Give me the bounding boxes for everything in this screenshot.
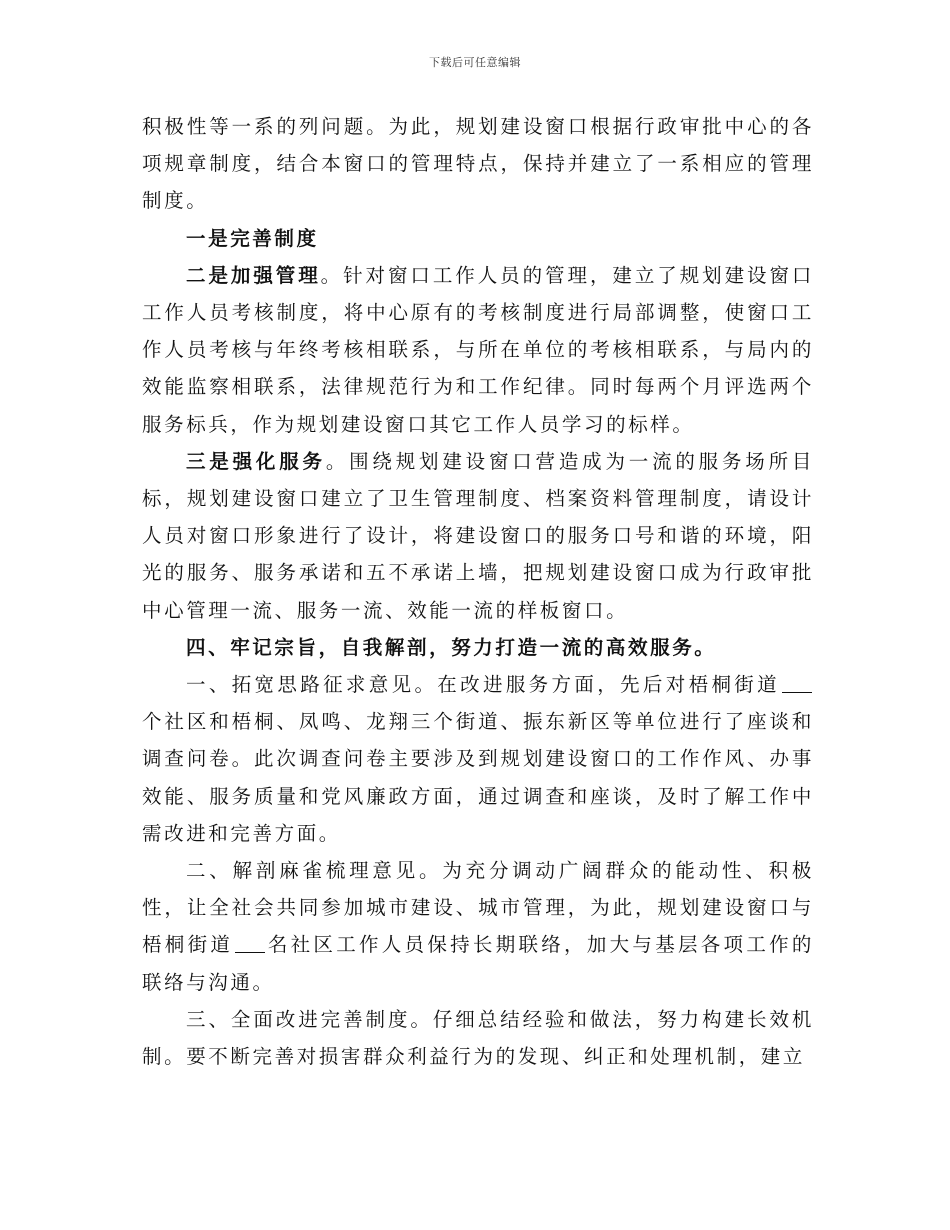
paragraph-strengthen-management: [142, 257, 814, 443]
paragraph-text: 名社区工作人员保持长期联络，加大与基层各项工作的联络与沟通。: [142, 933, 815, 994]
fill-in-blank: [782, 674, 812, 693]
paragraph-lead: 三是强化服务: [186, 449, 326, 473]
section-heading-four: 四、牢记宗旨，自我解剖，努力打造一流的高效服务。: [186, 635, 717, 659]
paragraph-lead: 二是加强管理: [186, 263, 321, 287]
paragraph-text: 二、解剖麻雀梳理意见。为充分调动广阔群众的能动性、积极性，让全社会共同参加城市建设、城市管理，为此，规划建设窗口与梧桐街道: [142, 859, 814, 957]
paragraph-text: 。围绕规划建设窗口营造成为一流的服务场所目标，规划建设窗口建立了卫生管理制度、档案资料管理制度，请设计人员对窗口形象进行了设计，将建设窗口的服务口号和谐的环境，阳光的服务、服务承诺和五不承诺上墙，把规划建设窗口成为行政审批中心管理一流、服务一流、效能一流的样板窗口。: [142, 449, 814, 622]
paragraph-solicit-opinions: [142, 666, 814, 852]
paragraph-sort-opinions: [142, 852, 814, 1001]
document-body: [142, 108, 814, 1075]
page-header-note: 下载后可任意编辑: [429, 56, 521, 69]
paragraph-text: 。针对窗口工作人员的管理，建立了规划建设窗口工作人员考核制度，将中心原有的考核制度进行局部调整，使窗口工作人员考核与年终考核相联系，与所在单位的考核相联系，与局内的效能监察相联系，法律规范行为和工作纪律。同时每两个月评选两个服务标兵，作为规划建设窗口其它工作人员学习的标样。: [142, 263, 815, 436]
fill-in-blank: [235, 934, 265, 953]
paragraph-enhance-service: [142, 443, 814, 629]
paragraph-continuation: 积极性等一系的列问题。为此，规划建设窗口根据行政审批中心的各项规章制度，结合本窗口的管理特点，保持并建立了一系相应的管理制度。: [142, 115, 814, 213]
paragraph-improve-system: 三、全面改进完善制度。仔细总结经验和做法，努力构建长效机制。要不断完善对损害群众利益行为的发现、纠正和处理机制，建立: [142, 1007, 814, 1069]
section-heading-improve-system: 一是完善制度: [186, 226, 319, 250]
paragraph-text: 一、拓宽思路征求意见。在改进服务方面，先后对梧桐街道: [186, 673, 780, 697]
paragraph-text: 个社区和梧桐、凤鸣、龙翔三个街道、振东新区等单位进行了座谈和调查问卷。此次调查问卷主要涉及到规划建设窗口的工作作风、办事效能、服务质量和党风廉政方面，通过调查和座谈，及时了解工作中需改进和完善方面。: [142, 710, 814, 845]
